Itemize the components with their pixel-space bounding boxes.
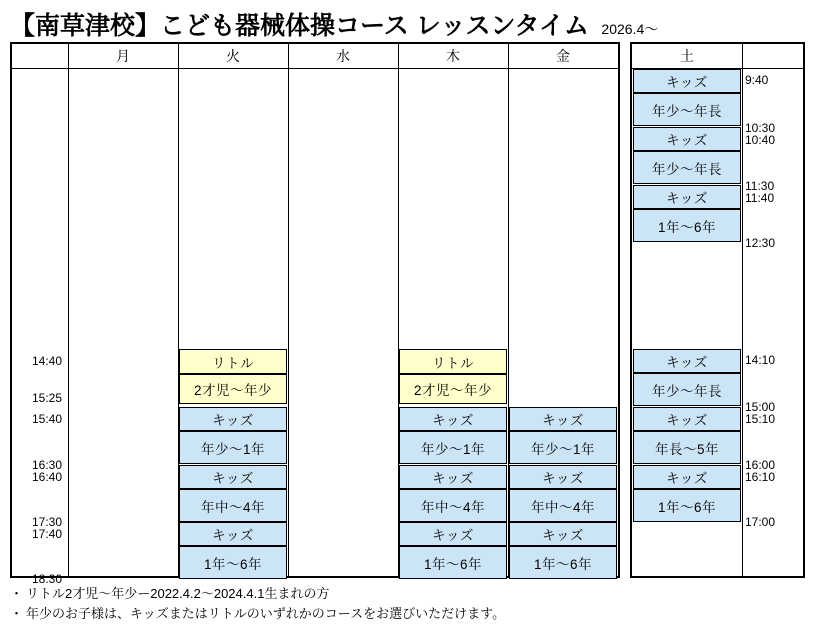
class-cell-fri-kids-2-age[interactable]: 年中～4年 xyxy=(509,489,617,522)
sat-time-1410: 14:10 xyxy=(745,353,776,367)
class-cell-thu-kids-2[interactable]: キッズ xyxy=(399,465,507,489)
day-header-fri: 金 xyxy=(556,48,570,64)
sat-time-1130: 11:30 xyxy=(745,179,775,193)
bullet-icon: ・ xyxy=(10,586,24,601)
class-cell-tue-kids-2[interactable]: キッズ xyxy=(179,465,287,489)
time-label-1440: 14:40 xyxy=(31,354,62,368)
day-header-mon: 月 xyxy=(116,48,130,64)
column-separator xyxy=(288,44,289,576)
time-label-1740: 17:40 xyxy=(31,527,62,541)
class-cell-fri-kids-2[interactable]: キッズ xyxy=(509,465,617,489)
weekday-schedule-table xyxy=(10,42,620,586)
class-cell-thu-kids-3[interactable]: キッズ xyxy=(399,522,507,546)
column-separator xyxy=(68,44,69,576)
sat-time-1700: 17:00 xyxy=(745,515,776,529)
class-cell-fri-kids-3[interactable]: キッズ xyxy=(509,522,617,546)
sat-time-1040: 10:40 xyxy=(745,133,776,147)
class-cell-sat-kids-4[interactable]: キッズ xyxy=(633,349,741,373)
note-item xyxy=(10,584,805,604)
class-cell-thu-little[interactable]: リトル xyxy=(399,349,507,374)
time-label-1630: 16:30 xyxy=(31,458,62,472)
class-cell-tue-little-age[interactable]: 2才児～年少 xyxy=(179,374,287,404)
class-cell-thu-kids-2-age[interactable]: 年中～4年 xyxy=(399,489,507,522)
class-cell-thu-little-age[interactable]: 2才児～年少 xyxy=(399,374,507,404)
class-cell-sat-kids-3[interactable]: キッズ xyxy=(633,185,741,209)
note-text: 年少のお子様は、キッズまたはリトルのいずれかのコースをお選びいただけます。 xyxy=(26,606,506,621)
note-item xyxy=(10,604,805,624)
time-label-1730: 17:30 xyxy=(31,515,62,529)
saturday-schedule-table xyxy=(630,42,805,578)
page-title: 【南草津校】こども器械体操コース レッスンタイム xyxy=(10,12,589,40)
page-subtitle: 2026.4～ xyxy=(601,21,659,37)
class-cell-tue-little[interactable]: リトル xyxy=(179,349,287,374)
class-cell-tue-kids-1-age[interactable]: 年少～1年 xyxy=(179,431,287,464)
day-header-thu: 木 xyxy=(446,48,460,64)
class-cell-fri-kids-3-age[interactable]: 1年～6年 xyxy=(509,546,617,579)
class-cell-sat-kids-6-age[interactable]: 1年～6年 xyxy=(633,489,741,522)
class-cell-sat-kids-2-age[interactable]: 年少～年長 xyxy=(633,151,741,184)
class-cell-thu-kids-1[interactable]: キッズ xyxy=(399,407,507,431)
time-label-1525: 15:25 xyxy=(31,391,62,405)
sat-time-1140: 11:40 xyxy=(745,191,775,205)
class-cell-fri-kids-1-age[interactable]: 年少～1年 xyxy=(509,431,617,464)
class-cell-sat-kids-3-age[interactable]: 1年～6年 xyxy=(633,209,741,242)
header-divider xyxy=(12,68,618,69)
sat-time-1610: 16:10 xyxy=(745,470,776,484)
time-label-1830: 18:30 xyxy=(31,572,62,586)
note-text: リトル2才児～年少ー2022.4.2～2024.4.1生まれの方 xyxy=(26,586,330,601)
class-cell-sat-kids-2[interactable]: キッズ xyxy=(633,127,741,151)
footer-notes xyxy=(10,584,805,624)
time-label-1640: 16:40 xyxy=(31,470,62,484)
class-cell-sat-kids-5[interactable]: キッズ xyxy=(633,407,741,431)
sat-time-1510: 15:10 xyxy=(745,412,776,426)
time-label-1540: 15:40 xyxy=(31,412,62,426)
sat-time-1230: 12:30 xyxy=(745,236,776,250)
bullet-icon: ・ xyxy=(10,606,24,621)
sat-time-0940: 9:40 xyxy=(745,73,769,87)
column-separator xyxy=(742,44,743,576)
class-cell-sat-kids-4-age[interactable]: 年少～年長 xyxy=(633,373,741,406)
sat-time-1030: 10:30 xyxy=(745,121,776,135)
class-cell-tue-kids-3-age[interactable]: 1年～6年 xyxy=(179,546,287,579)
sat-time-1500: 15:00 xyxy=(745,400,776,414)
class-cell-sat-kids-6[interactable]: キッズ xyxy=(633,465,741,489)
class-cell-tue-kids-1[interactable]: キッズ xyxy=(179,407,287,431)
class-cell-fri-kids-1[interactable]: キッズ xyxy=(509,407,617,431)
sat-time-1600: 16:00 xyxy=(745,458,776,472)
class-cell-thu-kids-1-age[interactable]: 年少～1年 xyxy=(399,431,507,464)
day-header-tue: 火 xyxy=(226,48,240,64)
class-cell-tue-kids-3[interactable]: キッズ xyxy=(179,522,287,546)
class-cell-tue-kids-2-age[interactable]: 年中～4年 xyxy=(179,489,287,522)
class-cell-sat-kids-5-age[interactable]: 年長～5年 xyxy=(633,431,741,464)
day-header-wed: 水 xyxy=(336,48,350,64)
class-cell-thu-kids-3-age[interactable]: 1年～6年 xyxy=(399,546,507,579)
day-header-sat: 土 xyxy=(680,48,694,64)
class-cell-sat-kids-1[interactable]: キッズ xyxy=(633,69,741,93)
page-header xyxy=(10,6,810,38)
class-cell-sat-kids-1-age[interactable]: 年少～年長 xyxy=(633,93,741,126)
